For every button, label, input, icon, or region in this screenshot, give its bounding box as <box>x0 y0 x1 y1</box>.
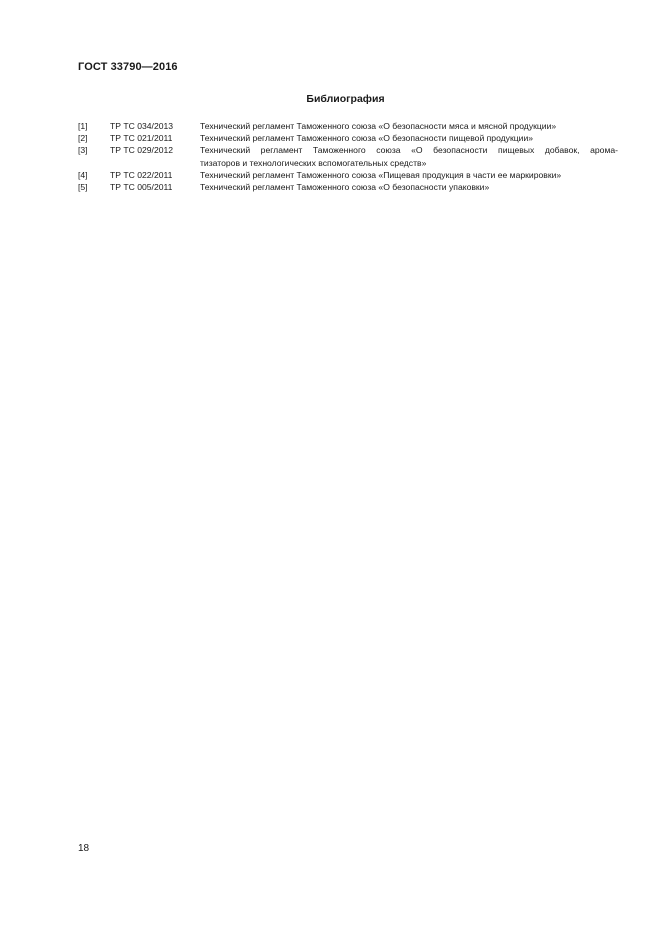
entry-title <box>200 120 618 132</box>
entry-title-line: Технический регламент Таможенного союза «Пищевая продукция в части ее маркировки» <box>200 169 562 180</box>
entry-number: [1] <box>78 121 88 131</box>
bibliography-list <box>78 120 618 193</box>
entry-number: [2] <box>78 133 88 144</box>
entry-title-line: тизаторов и технологических вспомогательных средств» <box>200 157 427 168</box>
bibliography-entry <box>78 120 618 132</box>
entry-number: [5] <box>78 182 88 193</box>
bibliography-entry <box>78 132 618 144</box>
entry-code: ТР ТС 021/2011 <box>110 133 173 144</box>
bibliography-entry <box>78 169 618 181</box>
entry-title-line: Технический регламент Таможенного союза «О безопасности мяса и мясной продукции» <box>200 121 557 131</box>
entry-code: ТР ТС 022/2011 <box>110 169 173 180</box>
entry-code: ТР ТС 029/2012 <box>110 145 174 156</box>
entry-title-line: Технический регламент Таможенного союза «О безопасности упаковки» <box>200 182 490 193</box>
entry-title-line: Технический регламент Таможенного союза «О безопасности пищевой продукции» <box>200 133 534 144</box>
entry-title <box>200 144 618 168</box>
bibliography-entry <box>78 144 618 168</box>
entry-title <box>200 132 618 144</box>
section-title: Библиография <box>306 93 385 105</box>
entry-title <box>200 169 618 181</box>
entry-number: [3] <box>78 145 88 156</box>
entry-title <box>200 181 618 193</box>
entry-number: [4] <box>78 169 88 180</box>
entry-code: ТР ТС 005/2011 <box>110 182 173 193</box>
bibliography-entry <box>78 181 618 193</box>
entry-code: ТР ТС 034/2013 <box>110 121 174 131</box>
entry-title-line: Технический регламент Таможенного союза «О безопасности пищевых добавок, арома- <box>200 145 618 156</box>
page-number: 18 <box>78 843 90 854</box>
document-header: ГОСТ 33790—2016 <box>78 61 178 73</box>
